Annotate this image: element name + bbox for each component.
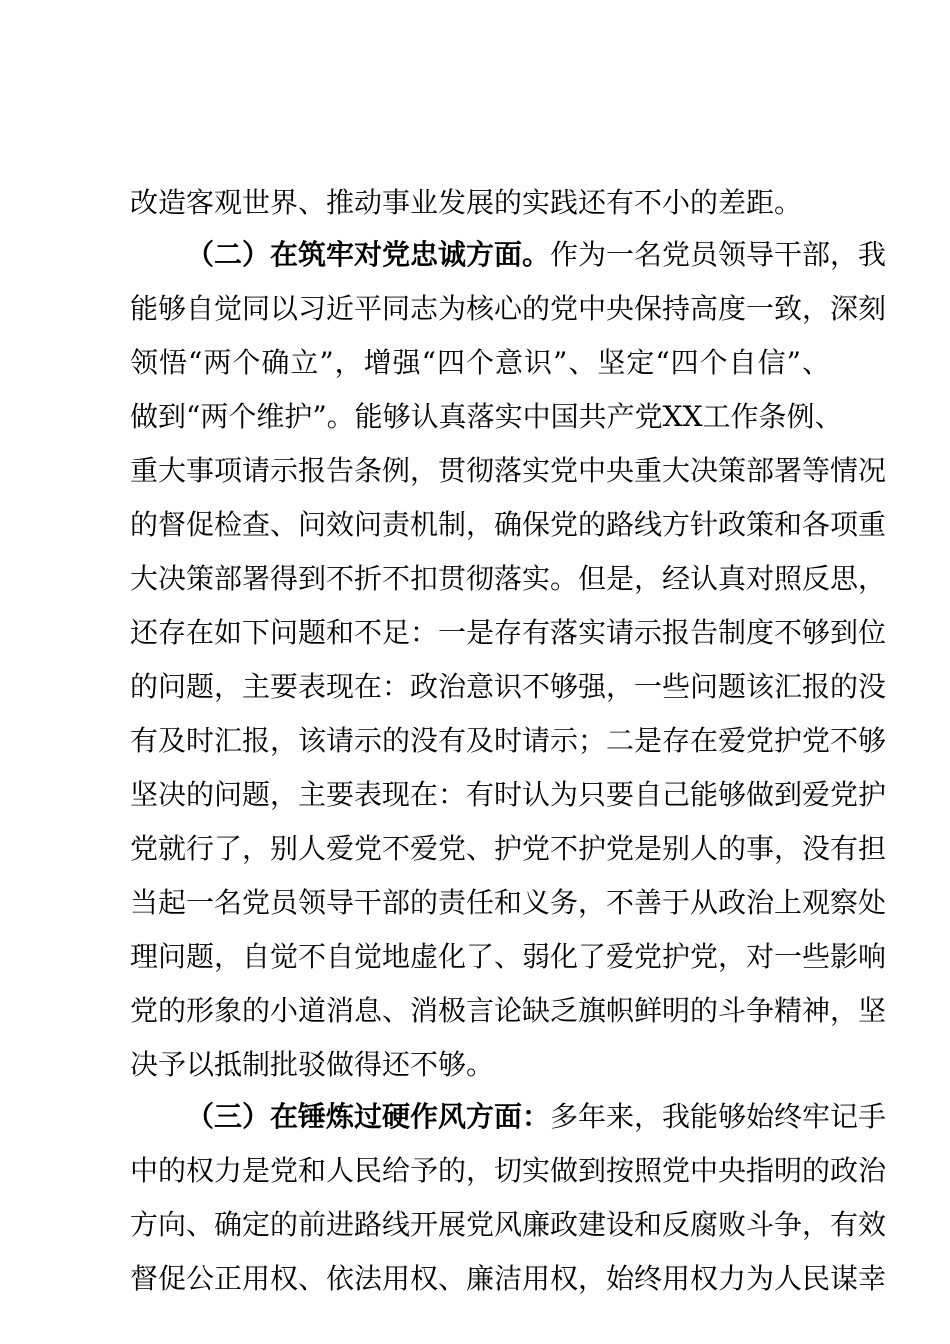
section-three-first-line	[186, 1097, 887, 1137]
text-line: 改造客观世界、推动事业发展的实践还有不小的差距。	[130, 186, 803, 219]
text-line: 大决策部署得到不折不扣贯彻落实。但是，经认真对照反思，	[130, 562, 887, 595]
section-three-heading: （三）在锤炼过硬作风方面：	[186, 1100, 551, 1133]
section-two-first-line-text: 作为一名党员领导干部，我	[550, 238, 887, 271]
text-line: 还存在如下问题和不足：一是存有落实请示报告制度不够到位	[130, 616, 887, 649]
text-line: 督促公正用权、依法用权、廉洁用权，始终用权力为人民谋幸	[130, 1262, 887, 1295]
text-line: 的问题，主要表现在：政治意识不够强，一些问题该汇报的没	[130, 670, 887, 703]
text-line: 的督促检查、问效问责机制，确保党的路线方针政策和各项重	[130, 508, 887, 541]
text-line: 方向、确定的前进路线开展党风廉政建设和反腐败斗争，有效	[130, 1208, 887, 1241]
text-line: 当起一名党员领导干部的责任和义务，不善于从政治上观察处	[130, 886, 887, 919]
text-line: 决予以抵制批驳做得还不够。	[130, 1048, 495, 1081]
section-two-first-line	[186, 235, 887, 275]
text-line: 党的形象的小道消息、消极言论缺乏旗帜鲜明的斗争精神，坚	[130, 994, 887, 1027]
text-line: 做到“两个维护”。能够认真落实中国共产党XX工作条例、	[130, 400, 843, 433]
text-line: 中的权力是党和人民给予的，切实做到按照党中央指明的政治	[130, 1154, 887, 1187]
text-line: 党就行了，别人爱党不爱党、护党不护党是别人的事，没有担	[130, 832, 887, 865]
section-two-heading: （二）在筑牢对党忠诚方面。	[186, 238, 551, 271]
text-line: 能够自觉同以习近平同志为核心的党中央保持高度一致，深刻	[130, 292, 887, 325]
text-line: 领悟“两个确立”，增强“四个意识”、坚定“四个自信”、	[130, 346, 830, 379]
text-line: 坚决的问题，主要表现在：有时认为只要自己能够做到爱党护	[130, 778, 887, 811]
section-three-first-line-text: 多年来，我能够始终牢记手	[550, 1100, 887, 1133]
text-line: 理问题，自觉不自觉地虚化了、弱化了爱党护党，对一些影响	[130, 940, 887, 973]
text-line: 有及时汇报，该请示的没有及时请示；二是存在爱党护党不够	[130, 724, 887, 757]
text-line: 重大事项请示报告条例，贯彻落实党中央重大决策部署等情况	[130, 454, 887, 487]
